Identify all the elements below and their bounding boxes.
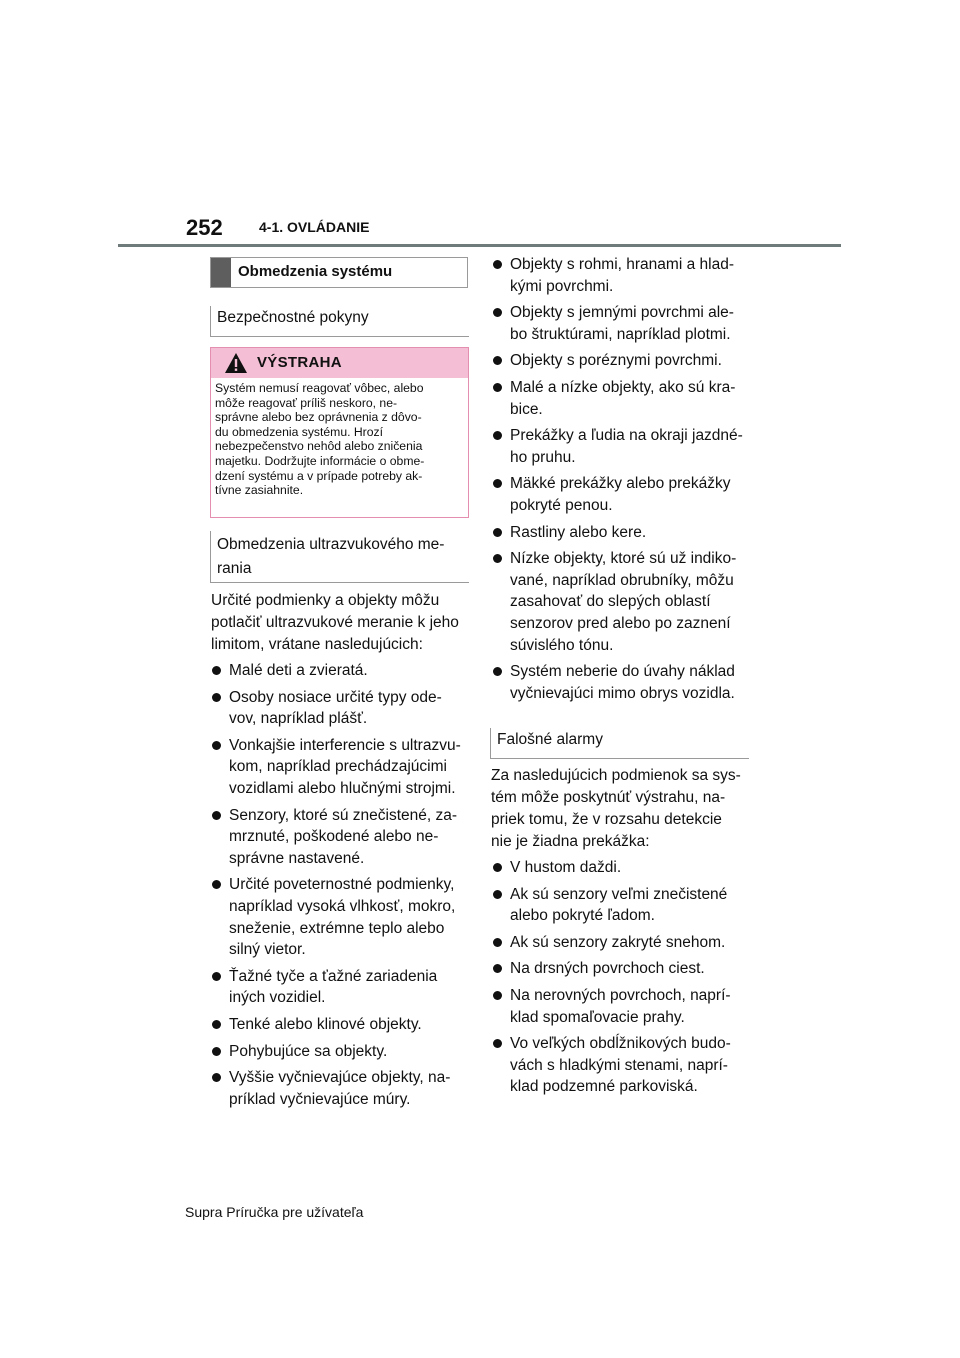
warning-line: môže reagovať príliš neskoro, ne-	[215, 395, 398, 410]
list-item-line: bice.	[510, 400, 543, 418]
warning-line: nebezpečenstvo nehôd alebo zničenia	[215, 439, 423, 454]
section-marker	[211, 258, 231, 287]
list-item	[492, 985, 756, 1028]
list-item	[211, 687, 473, 730]
list-item-line: napríklad vysoká vlhkosť, mokro,	[229, 897, 456, 915]
warning-text	[215, 381, 465, 498]
header-rule	[118, 244, 841, 247]
list-item	[492, 661, 758, 704]
list-item-line: sneženie, extrémne teplo alebo	[229, 919, 445, 937]
subhead-ultrasonic	[210, 531, 469, 583]
list-item-line: Objekty s jemnými povrchmi ale-	[510, 304, 734, 322]
subhead-safety	[210, 306, 469, 337]
list-item-line: príklad vyčnievajúce múry.	[229, 1090, 411, 1108]
false-alarms-list	[492, 857, 756, 1103]
warning-box	[210, 347, 469, 518]
warning-line: dzení systému a v prípade potreby ak-	[215, 468, 423, 483]
warning-line: Systém nemusí reagovať vôbec, alebo	[215, 381, 424, 395]
false-alarms-intro	[491, 765, 753, 853]
list-item-line: senzorov pred alebo po zaznení	[510, 614, 731, 632]
list-item-line: Mäkké prekážky alebo prekážky	[510, 475, 731, 493]
warning-line: tívne zasiahnite.	[215, 483, 304, 498]
warning-line: majetku. Dodržujte informácie o obme-	[215, 453, 425, 468]
list-item-line: Malé deti a zvieratá.	[229, 662, 368, 679]
list-item-line: Určité poveternostné podmienky,	[229, 876, 455, 894]
list-item-line: vané, napríklad obrubníky, môžu	[510, 571, 734, 589]
list-item-line: Tenké alebo klinové objekty.	[229, 1015, 422, 1033]
subhead-false-alarms	[490, 728, 749, 759]
warning-title: VÝSTRAHA	[257, 354, 342, 371]
list-item-line: klad podzemné parkoviská.	[510, 1078, 698, 1096]
warning-header	[211, 348, 468, 378]
warning-line: du obmedzenia systému. Hrozí	[215, 424, 383, 439]
list-item-line: Vo veľkých obdĺžnikových budo-	[510, 1035, 731, 1053]
list-item-line: Objekty s poréznymi povrchmi.	[510, 352, 722, 370]
footer-text: Supra Príručka pre užívateľa	[185, 1204, 364, 1220]
list-item	[211, 735, 473, 800]
list-item	[211, 1041, 473, 1063]
list-item-line: vyčnievajúci mimo obrys vozidla.	[510, 684, 735, 702]
list-item-line: kými povrchmi.	[510, 277, 614, 295]
list-item-line: súvislého tónu.	[510, 636, 614, 654]
ultrasonic-list-left	[211, 660, 473, 1115]
list-item	[492, 377, 758, 420]
list-item	[211, 874, 473, 960]
list-item	[492, 1033, 756, 1098]
list-item-line: alebo pokryté ľadom.	[510, 907, 655, 925]
list-item-line: vozidlami alebo hlučnými strojmi.	[229, 779, 456, 797]
intro-line: tém môže poskytnúť výstrahu, na-	[491, 789, 726, 806]
list-item-line: Ak sú senzory veľmi znečistené	[510, 885, 728, 903]
list-item-line: Na nerovných povrchoch, naprí-	[510, 986, 731, 1004]
list-item-line: Ak sú senzory zakryté snehom.	[510, 933, 726, 951]
list-item-line: vov, napríklad plášť.	[229, 710, 368, 728]
list-item-line: Systém neberie do úvahy náklad	[510, 663, 735, 681]
list-item-line: Objekty s rohmi, hranami a hlad-	[510, 256, 734, 273]
list-item	[211, 1014, 473, 1036]
intro-line: Určité podmienky a objekty môžu	[211, 592, 440, 609]
list-item-line: Rastliny alebo kere.	[510, 523, 647, 541]
list-item	[492, 425, 758, 468]
list-item-line: správne nastavené.	[229, 849, 365, 867]
warning-triangle-icon	[224, 352, 248, 374]
list-item-line: bo štruktúrami, napríklad plotmi.	[510, 325, 731, 343]
ultrasonic-intro	[211, 590, 471, 656]
list-item	[492, 302, 758, 345]
list-item	[492, 932, 756, 954]
list-item	[492, 254, 758, 297]
subhead-ultrasonic-line: rania	[217, 560, 252, 577]
list-item-line: silný vietor.	[229, 941, 306, 959]
subhead-ultrasonic-line: Obmedzenia ultrazvukového me-	[217, 536, 445, 553]
list-item-line: Senzory, ktoré sú znečistené, za-	[229, 806, 458, 824]
list-item	[492, 522, 758, 544]
list-item-line: ho pruhu.	[510, 448, 576, 466]
list-item-line: V hustom daždi.	[510, 859, 622, 876]
chapter-title: 4-1. OVLÁDANIE	[259, 219, 370, 235]
list-item-line: Vyššie vyčnievajúce objekty, na-	[229, 1069, 451, 1087]
list-item	[492, 473, 758, 516]
list-item	[492, 884, 756, 927]
section-header	[210, 257, 468, 288]
warning-line: správne alebo bez oprávnenia z dôvo-	[215, 410, 422, 425]
list-item-line: vách s hladkými stenami, naprí-	[510, 1056, 728, 1074]
intro-line: potlačiť ultrazvukové meranie k jeho	[211, 614, 459, 631]
list-item-line: Nízke objekty, ktoré sú už indiko-	[510, 550, 737, 568]
list-item-line: Na drsných povrchoch ciest.	[510, 960, 705, 978]
list-item-line: Ťažné tyče a ťažné zariadenia	[229, 967, 438, 985]
intro-line: priek tomu, že v rozsahu detekcie	[491, 811, 722, 828]
intro-line: limitom, vrátane nasledujúcich:	[211, 636, 423, 653]
list-item	[492, 350, 758, 372]
list-item	[492, 857, 756, 879]
list-item	[492, 958, 756, 980]
list-item-line: mrznuté, poškodené alebo ne-	[229, 828, 439, 846]
page-number: 252	[186, 215, 223, 240]
intro-line: Za nasledujúcich podmienok sa sys-	[491, 767, 741, 784]
list-item	[211, 660, 473, 682]
list-item	[492, 548, 758, 656]
subhead-false-alarms-text: Falošné alarmy	[497, 731, 603, 748]
list-item-line: Osoby nosiace určité typy ode-	[229, 688, 442, 706]
list-item-line: Malé a nízke objekty, ako sú kra-	[510, 378, 736, 396]
intro-line: nie je žiadna prekážka:	[491, 833, 650, 850]
list-item-line: iných vozidiel.	[229, 989, 326, 1007]
section-title: Obmedzenia systému	[238, 263, 393, 280]
list-item	[211, 805, 473, 870]
list-item	[211, 966, 473, 1009]
list-item-line: Pohybujúce sa objekty.	[229, 1042, 388, 1060]
list-item-line: kom, napríklad prechádzajúcimi	[229, 758, 447, 776]
list-item-line: Vonkajšie interferencie s ultrazvu-	[229, 736, 461, 754]
list-item-line: pokryté penou.	[510, 496, 613, 514]
subhead-safety-text: Bezpečnostné pokyny	[217, 309, 369, 326]
list-item-line: klad spomaľovacie prahy.	[510, 1008, 685, 1026]
list-item	[211, 1067, 473, 1110]
list-item-line: zasahovať do slepých oblastí	[510, 593, 711, 611]
ultrasonic-list-right	[492, 254, 758, 709]
list-item-line: Prekážky a ľudia na okraji jazdné-	[510, 427, 743, 445]
